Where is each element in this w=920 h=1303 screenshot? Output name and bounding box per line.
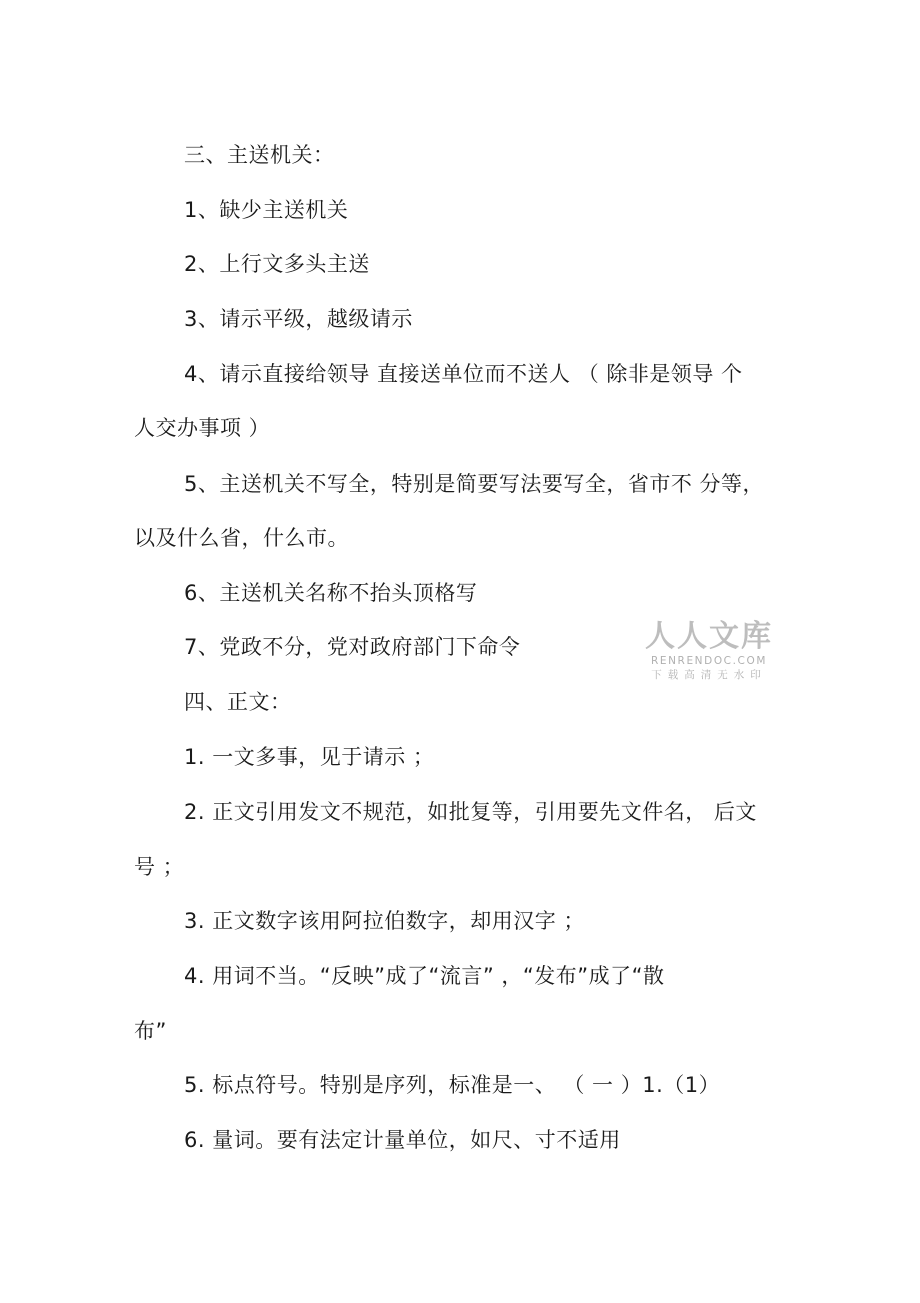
list-item: 3、请示平级，越级请示 <box>184 307 413 331</box>
list-item: 4、请示直接给领导 直接送单位而不送人 （ 除非是领导 个 <box>184 362 743 386</box>
list-item: 5、主送机关不写全，特别是简要写法要写全，省市不 分等， <box>184 472 765 496</box>
watermark-domain: RENRENDOC.COM <box>650 655 768 667</box>
watermark-title: 人人文库 <box>645 619 773 654</box>
list-item-continuation: 人交办事项 ） <box>134 416 271 440</box>
list-item: 1. 一文多事，见于请示 ； <box>184 745 435 769</box>
list-item: 6. 量词。要有法定计量单位，如尺、寸不适用 <box>184 1128 621 1152</box>
watermark-logo <box>644 620 774 682</box>
watermark-slogan: 下载高清无水印 <box>651 669 767 681</box>
list-item: 7、党政不分，党对政府部门下命令 <box>184 635 521 659</box>
list-item-continuation: 布” <box>134 1019 167 1043</box>
list-item: 5. 标点符号。特别是序列，标准是一、 （ 一 ）1.（1） <box>184 1073 721 1097</box>
list-item: 1、缺少主送机关 <box>184 198 349 222</box>
list-item-continuation: 号 ； <box>134 855 185 879</box>
section-heading-recipient: 三、主送机关： <box>184 143 335 167</box>
section-heading-body: 四、正文： <box>184 690 292 714</box>
list-item: 4. 用词不当。“反映”成了“流言” ，“发布”成了“散 <box>184 964 665 988</box>
list-item-continuation: 以及什么省，什么市。 <box>134 526 349 550</box>
list-item: 2、上行文多头主送 <box>184 252 370 276</box>
list-item: 3. 正文数字该用阿拉伯数字，却用汉字 ； <box>184 909 585 933</box>
list-item: 2. 正文引用发文不规范，如批复等，引用要先文件名， 后文 <box>184 800 757 824</box>
list-item: 6、主送机关名称不抬头顶格写 <box>184 581 478 605</box>
